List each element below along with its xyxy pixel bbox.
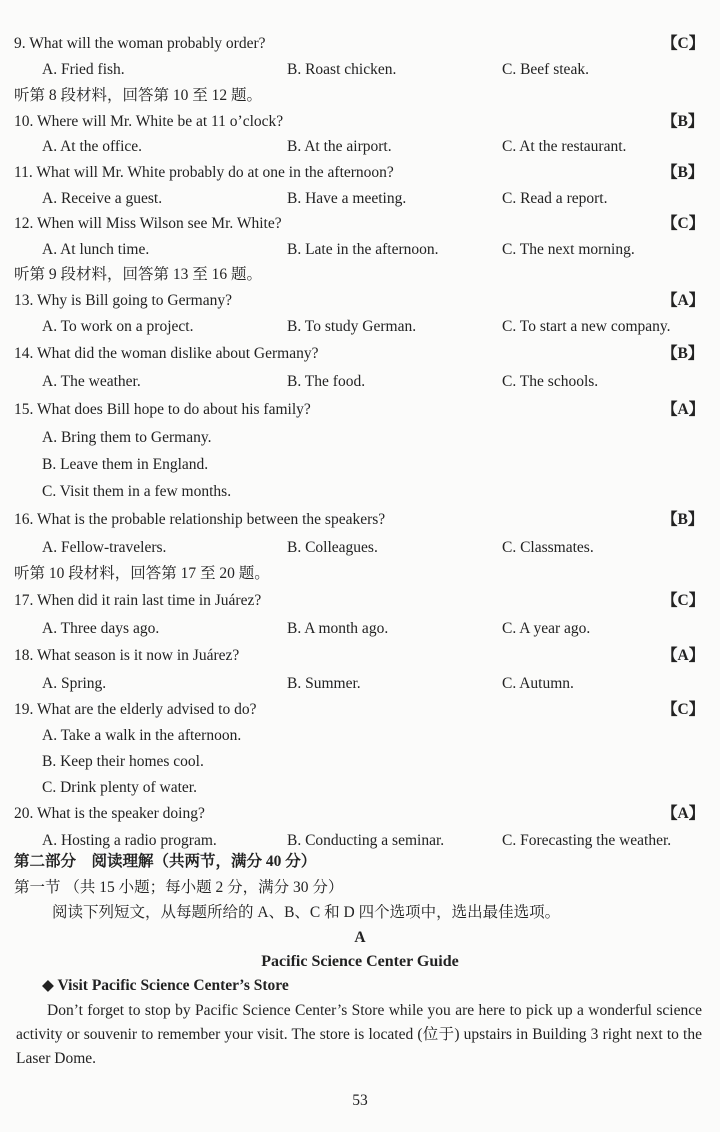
option: B. At the airport. bbox=[287, 138, 392, 155]
instruction: 阅读下列短文，从每题所给的 A、B、C 和 D 四个选项中，选出最佳选项。 bbox=[52, 904, 561, 921]
option: A. Receive a guest. bbox=[42, 190, 163, 207]
option: A. Bring them to Germany. bbox=[42, 429, 212, 446]
option: A. Take a walk in the afternoon. bbox=[42, 727, 242, 744]
option: A. Hosting a radio program. bbox=[42, 832, 217, 849]
paragraph: Don’t forget to stop by Pacific Science Center’s Store while you are here to pick up a wonderful science activity or souvenir to remember your visit. The store is located (位于) upstairs in Building 3 right next to the Laser Dome. bbox=[16, 1002, 702, 1067]
option: A. Fried fish. bbox=[42, 61, 125, 78]
option: A. At lunch time. bbox=[42, 241, 150, 258]
answer-key: 【B】 bbox=[662, 164, 704, 181]
answer-key: 【A】 bbox=[662, 647, 705, 664]
question-text: 11. What will Mr. White probably do at one in the afternoon? bbox=[14, 164, 394, 181]
section-note: 听第 8 段材料，回答第 10 至 12 题。 bbox=[14, 87, 263, 104]
option: B. Leave them in England. bbox=[42, 456, 209, 473]
section-note: 听第 10 段材料，回答第 17 至 20 题。 bbox=[14, 565, 270, 582]
answer-key: 【C】 bbox=[662, 215, 705, 232]
option: C. Drink plenty of water. bbox=[42, 779, 197, 796]
answer-key: 【A】 bbox=[662, 401, 705, 418]
answer-key: 【C】 bbox=[662, 701, 705, 718]
section1-heading: 第一节 （共 15 小题；每小题 2 分，满分 30 分） bbox=[14, 879, 344, 896]
option: B. Keep their homes cool. bbox=[42, 753, 204, 770]
option: C. Read a report. bbox=[502, 190, 608, 207]
option: B. A month ago. bbox=[287, 620, 389, 637]
question-text: 19. What are the elderly advised to do? bbox=[14, 701, 257, 718]
page-number: 53 bbox=[352, 1092, 368, 1109]
option: C. To start a new company. bbox=[502, 318, 671, 335]
question-text: 13. Why is Bill going to Germany? bbox=[14, 292, 232, 309]
section-note: 听第 9 段材料，回答第 13 至 16 题。 bbox=[14, 266, 263, 283]
option: A. Fellow-travelers. bbox=[42, 539, 167, 556]
answer-key: 【B】 bbox=[662, 113, 704, 130]
question-text: 17. When did it rain last time in Juárez? bbox=[14, 592, 262, 609]
question-text: 14. What did the woman dislike about Germany? bbox=[14, 345, 319, 362]
answer-key: 【B】 bbox=[662, 345, 704, 362]
option: C. Visit them in a few months. bbox=[42, 483, 232, 500]
question-text: 18. What season is it now in Juárez? bbox=[14, 647, 240, 664]
subheading: ◆ Visit Pacific Science Center’s Store bbox=[42, 977, 289, 994]
option: C. The schools. bbox=[502, 373, 599, 390]
option: B. Colleagues. bbox=[287, 539, 378, 556]
option: C. Beef steak. bbox=[502, 61, 589, 78]
option: C. Classmates. bbox=[502, 539, 594, 556]
question-text: 9. What will the woman probably order? bbox=[14, 35, 266, 52]
answer-key: 【A】 bbox=[662, 292, 705, 309]
option: C. Autumn. bbox=[502, 675, 574, 692]
option: A. Spring. bbox=[42, 675, 107, 692]
question-text: 20. What is the speaker doing? bbox=[14, 805, 205, 822]
option: B. Summer. bbox=[287, 675, 361, 692]
option: A. At the office. bbox=[42, 138, 143, 155]
option: B. Conducting a seminar. bbox=[287, 832, 445, 849]
passage-label: A bbox=[354, 929, 366, 946]
question-text: 16. What is the probable relationship between the speakers? bbox=[14, 511, 386, 528]
option: C. The next morning. bbox=[502, 241, 635, 258]
answer-key: 【C】 bbox=[662, 35, 705, 52]
option: C. At the restaurant. bbox=[502, 138, 627, 155]
option: A. The weather. bbox=[42, 373, 141, 390]
question-text: 12. When will Miss Wilson see Mr. White? bbox=[14, 215, 282, 232]
answer-key: 【C】 bbox=[662, 592, 705, 609]
option: B. Late in the afternoon. bbox=[287, 241, 439, 258]
option: C. A year ago. bbox=[502, 620, 591, 637]
question-text: 10. Where will Mr. White be at 11 o’clock? bbox=[14, 113, 284, 130]
option: B. Roast chicken. bbox=[287, 61, 397, 78]
passage-title: Pacific Science Center Guide bbox=[261, 953, 459, 970]
option: B. The food. bbox=[287, 373, 366, 390]
answer-key: 【B】 bbox=[662, 511, 704, 528]
answer-key: 【A】 bbox=[662, 805, 705, 822]
option: A. To work on a project. bbox=[42, 318, 194, 335]
option: C. Forecasting the weather. bbox=[502, 832, 672, 849]
option: A. Three days ago. bbox=[42, 620, 160, 637]
option: B. To study German. bbox=[287, 318, 417, 335]
question-text: 15. What does Bill hope to do about his family? bbox=[14, 401, 311, 418]
option: B. Have a meeting. bbox=[287, 190, 407, 207]
part2-heading: 第二部分 阅读理解（共两节，满分 40 分） bbox=[14, 853, 317, 870]
